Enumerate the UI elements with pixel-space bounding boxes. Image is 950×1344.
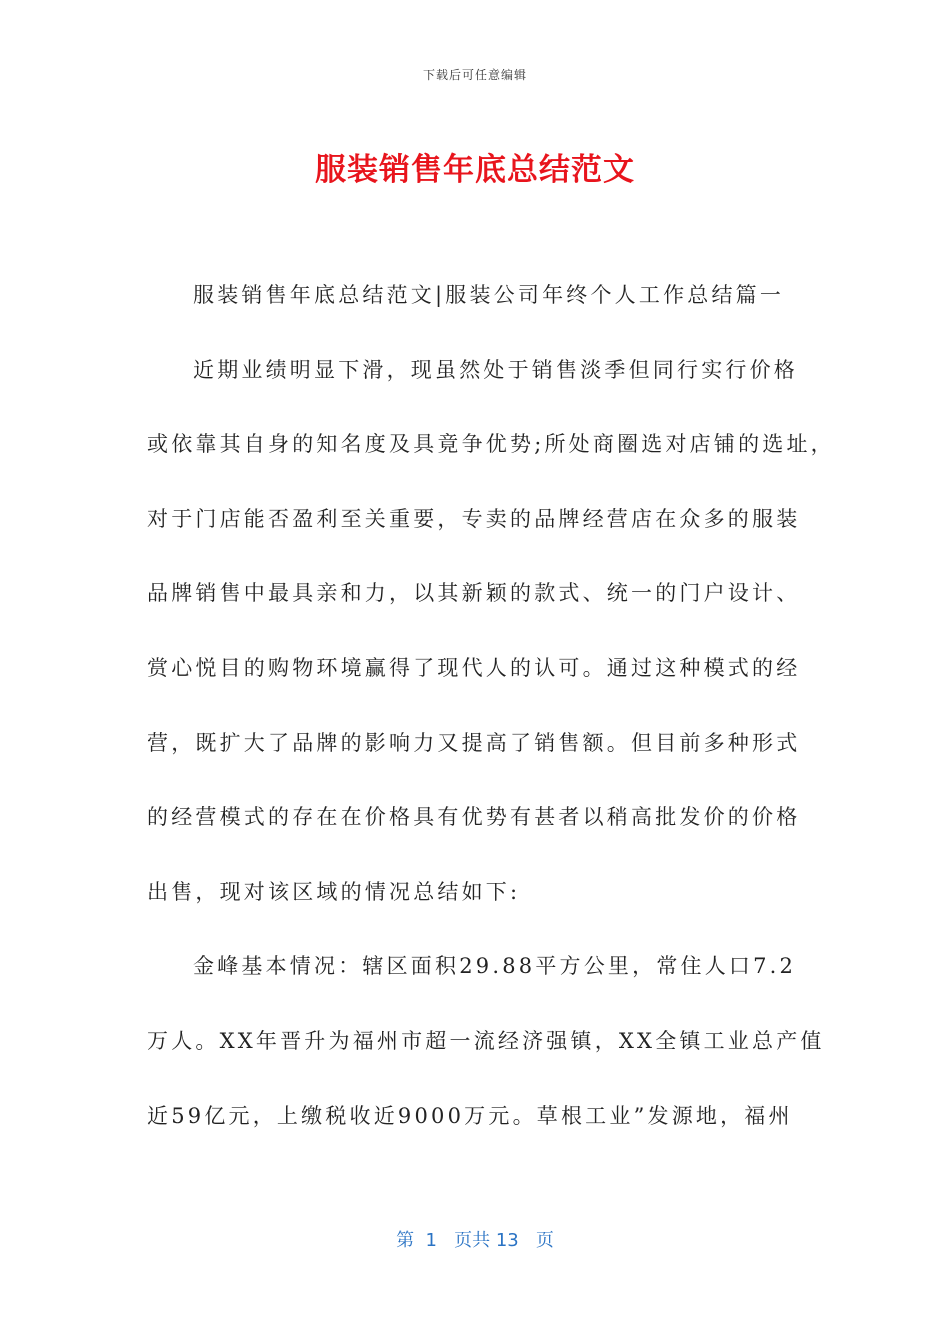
document-title: 服装销售年底总结范文 <box>315 152 635 188</box>
paragraph-line: 或依靠其自身的知名度及具竟争优势;所处商圈选对店铺的选址， <box>147 432 835 457</box>
paragraph-line: 赏心悦目的购物环境赢得了现代人的认可。通过这种模式的经 <box>147 655 801 680</box>
paragraph-line: 服装销售年底总结范文|服装公司年终个人工作总结篇一 <box>193 283 785 307</box>
paragraph-line: 近59亿元，上缴税收近9000万元。草根工业”发源地，福州 <box>147 1103 793 1128</box>
body-text <box>147 268 835 1163</box>
paragraph-line: 金峰基本情况：辖区面积29.88平方公里，常住人口7.2 <box>193 954 797 979</box>
paragraph-line: 近期业绩明显下滑，现虽然处于销售淡季但同行实行价格 <box>193 357 798 382</box>
paragraph-line: 出售，现对该区域的情况总结如下: <box>147 879 521 904</box>
paragraph-line: 万人。XX年晋升为福州市超一流经济强镇，XX全镇工业总产值 <box>147 1028 825 1053</box>
paragraph-line: 营，既扩大了品牌的影响力又提高了销售额。但目前多种形式 <box>147 730 801 755</box>
paragraph-line: 品牌销售中最具亲和力，以其新颖的款式、统一的门户设计、 <box>147 581 801 606</box>
paragraph-line: 的经营模式的存在在价格具有优势有甚者以稍高批发价的价格 <box>147 805 801 830</box>
page-number-footer: 第 1 页共 13 页 <box>396 1230 554 1251</box>
paragraph-line: 对于门店能否盈利至关重要，专卖的品牌经营店在众多的服装 <box>147 506 801 531</box>
header-note: 下载后可任意编辑 <box>422 68 527 82</box>
